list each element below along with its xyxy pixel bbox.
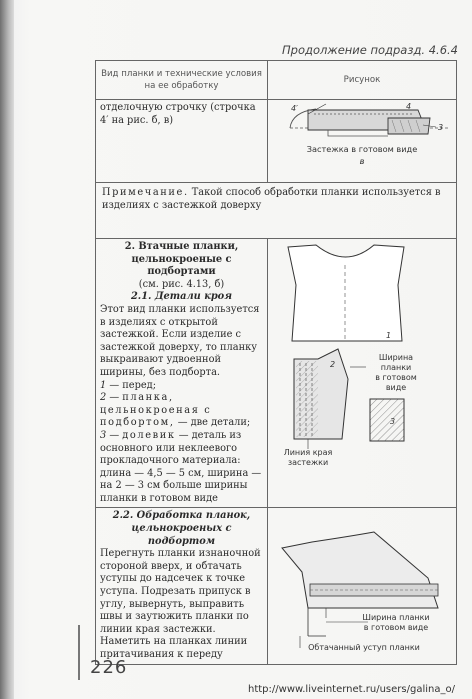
placket-finished-figure <box>268 100 456 178</box>
table-row <box>96 508 457 664</box>
label-3: 3 <box>438 123 444 132</box>
label-3b: 3 <box>390 417 396 426</box>
section-2-2-title: 2.2. Обработка планок, цельнокроеных с подбортом <box>112 510 251 547</box>
label-1: 1 <box>386 331 392 340</box>
section-2-title: 2. Втачные планки, цельнокроеные с подбортами <box>124 241 239 278</box>
footer-url: http://www.liveinternet.ru/users/galina_o/ <box>248 684 455 695</box>
label-4: 4 <box>406 102 412 111</box>
table-row <box>96 239 457 508</box>
note-body: Такой способ обработки планки используется в изделиях с застежкой доверху <box>102 187 441 211</box>
note-text <box>96 183 456 216</box>
label-2: 2 <box>330 360 336 369</box>
label-4prime: 4′ <box>291 104 298 113</box>
placket-stitching-figure <box>268 508 456 658</box>
edge-caption-line1: Линия края <box>283 448 333 457</box>
section-header: Продолжение подразд. 4.6.4 <box>282 43 458 57</box>
book-spine <box>0 0 14 699</box>
page-margin-rule <box>78 625 80 680</box>
section-2-2-content <box>96 508 267 663</box>
section-2-ref: (см. рис. 4.13, б) <box>138 278 225 290</box>
fig3-width-line1: Ширина планки <box>362 613 430 623</box>
column-header-type: Вид планки и технические условия на ее обработку <box>96 61 268 100</box>
column-header-figure: Рисунок <box>268 61 457 100</box>
page-number: 226 <box>90 657 128 678</box>
note-label: Примечание. <box>102 187 189 198</box>
item-1: 1 — перед; <box>100 379 156 391</box>
row1-text: отделочную строчку (строчка 4′ на рис. б, в) <box>100 102 256 126</box>
row1-caption: Застежка в готовом виде <box>306 144 418 154</box>
width-caption-line1: Ширина <box>378 353 414 362</box>
fig3-bottom-caption: Обтачанный уступ планки <box>308 643 420 653</box>
width-caption-line4: виде <box>385 383 407 392</box>
section-2-1-body: Этот вид планки используется в изделиях с открытой застежкой. Если изделие с застежкой доверху, то планку выкраивают удвоенной ширины, без подборта. <box>100 303 260 378</box>
edge-caption-line2: застежки <box>287 458 329 467</box>
table-row <box>96 100 457 183</box>
fig3-width-line2: в готовом виде <box>363 623 429 633</box>
row1-caption-letter: в <box>359 156 365 166</box>
instruction-table <box>95 60 457 665</box>
section-2-1-title: 2.1. Детали кроя <box>130 291 233 303</box>
cut-pieces-figure <box>268 239 456 493</box>
item-2: 2 — планка, цельнокроеная с подбортом, — две детали; <box>100 392 251 429</box>
section-2-2-body: Перегнуть планки изнаночной стороной вверх, и обтачать уступы до надсечек к точке уступа. Подрезать припуск в углу, вывернуть, выправить швы и заутюжить планки по линии края застежки. Наметить на планках линии притачивания к переду <box>100 548 261 660</box>
note-row <box>96 183 457 239</box>
width-caption-line2: планки <box>380 363 412 372</box>
item-3: 3 — долевик — деталь из основного или неклеевого прокладочного материала: длина — 4,5 — 5 см, ширина — на 2 — 3 см больше ширины планки в готовом виде <box>100 429 262 504</box>
table-header-row <box>96 61 457 100</box>
width-caption-line3: в готовом <box>375 373 417 382</box>
section-2-content <box>96 239 267 507</box>
